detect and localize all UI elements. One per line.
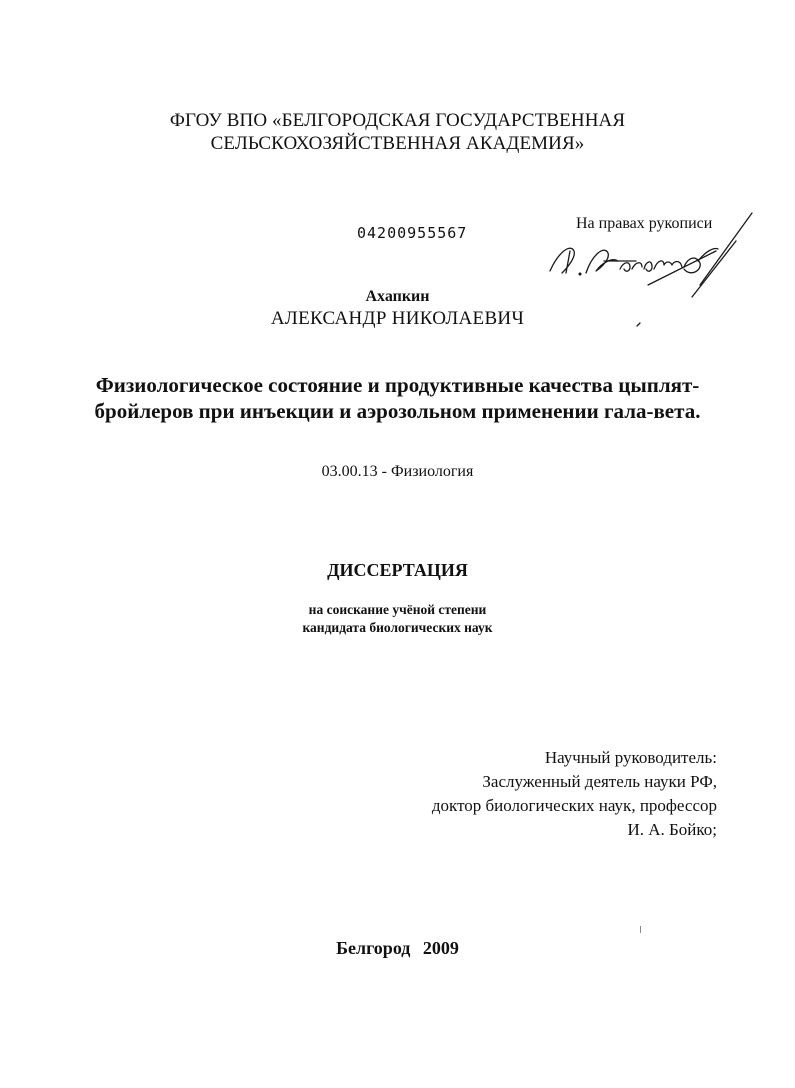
- supervisor-honor: Заслуженный деятель науки РФ,: [482, 772, 717, 791]
- institution-name-line-1: ФГОУ ВПО «БЕЛГОРОДСКАЯ ГОСУДАРСТВЕННАЯ: [169, 110, 626, 131]
- author-surname: Ахапкин: [365, 288, 430, 305]
- footer-city-year: [0, 938, 795, 959]
- specialty-code: 03.00.13 - Физиология: [321, 463, 474, 480]
- degree-line-1: на соискание учёной степени: [308, 602, 487, 617]
- scan-artifact-mark: [640, 926, 641, 933]
- supervisor-degree: доктор биологических наук, профессор: [431, 796, 717, 815]
- footer-city: Белгород: [336, 938, 411, 958]
- footer-year: 2009: [422, 938, 459, 958]
- library-code: 04200955567: [357, 224, 468, 242]
- author-full-name: АЛЕКСАНДР НИКОЛАЕВИЧ: [270, 308, 525, 329]
- supervisor-label: Научный руководитель:: [544, 748, 717, 767]
- document-type-heading: ДИССЕРТАЦИЯ: [327, 560, 468, 580]
- dissertation-title-line-1: Физиологическое состояние и продуктивные качества цыплят-: [95, 373, 700, 397]
- manuscript-rights-label: На правах рукописи: [576, 215, 713, 232]
- institution-name-line-2: СЕЛЬСКОХОЗЯЙСТВЕННАЯ АКАДЕМИЯ»: [210, 133, 585, 154]
- degree-line-2: кандидата биологических наук: [302, 620, 493, 635]
- supervisor-name: И. А. Бойко;: [627, 820, 717, 839]
- dissertation-title-line-2: бройлеров при инъекции и аэрозольном применении гала-вета.: [94, 399, 701, 423]
